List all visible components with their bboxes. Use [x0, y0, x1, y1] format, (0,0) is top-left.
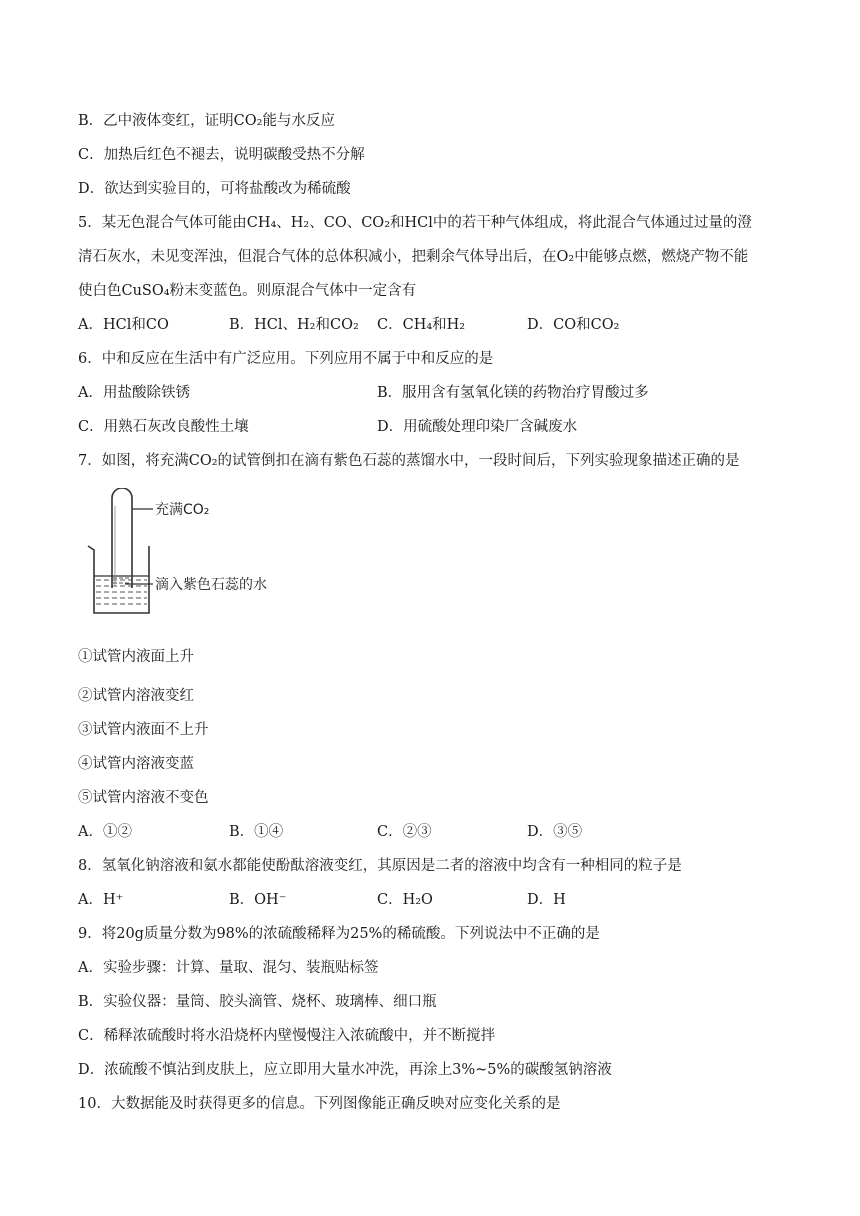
q7-option-c: C．②③ — [377, 824, 432, 840]
q5-stem-line2: 清石灰水，未见变浑浊，但混合气体的总体积减小，把剩余气体导出后，在O₂中能够点燃，燃烧产物不能 — [78, 249, 749, 265]
q5-option-c: C．CH₄和H₂ — [377, 317, 466, 333]
co2-test-tube-figure — [85, 488, 315, 618]
q8-option-c: C．H₂O — [377, 892, 433, 908]
q6-option-c: C．用熟石灰改良酸性土壤 — [78, 419, 249, 435]
q8-option-b: B．OH⁻ — [229, 892, 287, 908]
q6-option-a: A．用盐酸除铁锈 — [78, 385, 190, 401]
q8-stem: 8．氢氧化钠溶液和氨水都能使酚酞溶液变红，其原因是二者的溶液中均含有一种相同的粒子是 — [78, 858, 682, 874]
q7-stem: 7．如图，将充满CO₂的试管倒扣在滴有紫色石蕊的蒸馏水中，一段时间后，下列实验现象描述正确的是 — [78, 453, 740, 469]
q6-option-b: B．服用含有氢氧化镁的药物治疗胃酸过多 — [377, 385, 649, 401]
q7-statement-1: ①试管内液面上升 — [78, 649, 194, 665]
q5-option-d: D．CO和CO₂ — [527, 317, 620, 333]
q7-statement-2: ②试管内溶液变红 — [78, 688, 194, 704]
q7-option-d: D．③⑤ — [527, 824, 583, 840]
q7-option-a: A．①② — [78, 824, 132, 840]
q4-option-c: C．加热后红色不褪去，说明碳酸受热不分解 — [78, 147, 365, 163]
q9-option-d: D．浓硫酸不慎沾到皮肤上，应立即用大量水冲洗，再涂上3%~5%的碳酸氢钠溶液 — [78, 1062, 612, 1078]
figure-label-tube: 充满CO₂ — [155, 502, 210, 518]
q9-option-c: C．稀释浓硫酸时将水沿烧杯内壁慢慢注入浓硫酸中，并不断搅拌 — [78, 1028, 496, 1044]
q7-statement-4: ④试管内溶液变蓝 — [78, 756, 194, 772]
q6-option-d: D．用硫酸处理印染厂含碱废水 — [377, 419, 578, 435]
q9-option-a: A．实验步骤：计算、量取、混匀、装瓶贴标签 — [78, 960, 379, 976]
q9-stem: 9．将20g质量分数为98%的浓硫酸稀释为25%的稀硫酸。下列说法中不正确的是 — [78, 926, 600, 942]
q5-option-a: A．HCl和CO — [78, 317, 169, 333]
q7-statement-5: ⑤试管内溶液不变色 — [78, 790, 209, 806]
q5-option-b: B．HCl、H₂和CO₂ — [229, 317, 359, 333]
q8-option-a: A．H⁺ — [78, 892, 124, 908]
q4-option-d: D．欲达到实验目的，可将盐酸改为稀硫酸 — [78, 181, 351, 197]
q6-stem: 6．中和反应在生活中有广泛应用。下列应用不属于中和反应的是 — [78, 351, 494, 367]
q7-option-b: B．①④ — [229, 824, 284, 840]
figure-label-water: 滴入紫色石蕊的水 — [155, 577, 267, 593]
q4-option-b: B．乙中液体变红，证明CO₂能与水反应 — [78, 113, 335, 129]
q8-option-d: D．H — [527, 892, 566, 908]
q7-statement-3: ③试管内液面不上升 — [78, 722, 209, 738]
q5-stem-line3: 使白色CuSO₄粉末变蓝色。则原混合气体中一定含有 — [78, 283, 417, 299]
q5-stem-line1: 5．某无色混合气体可能由CH₄、H₂、CO、CO₂和HCl中的若干种气体组成，将此混合气体通过过量的澄 — [78, 215, 752, 231]
q9-option-b: B．实验仪器：量筒、胶头滴管、烧杯、玻璃棒、细口瓶 — [78, 994, 437, 1010]
q10-stem: 10．大数据能及时获得更多的信息。下列图像能正确反映对应变化关系的是 — [78, 1096, 561, 1112]
